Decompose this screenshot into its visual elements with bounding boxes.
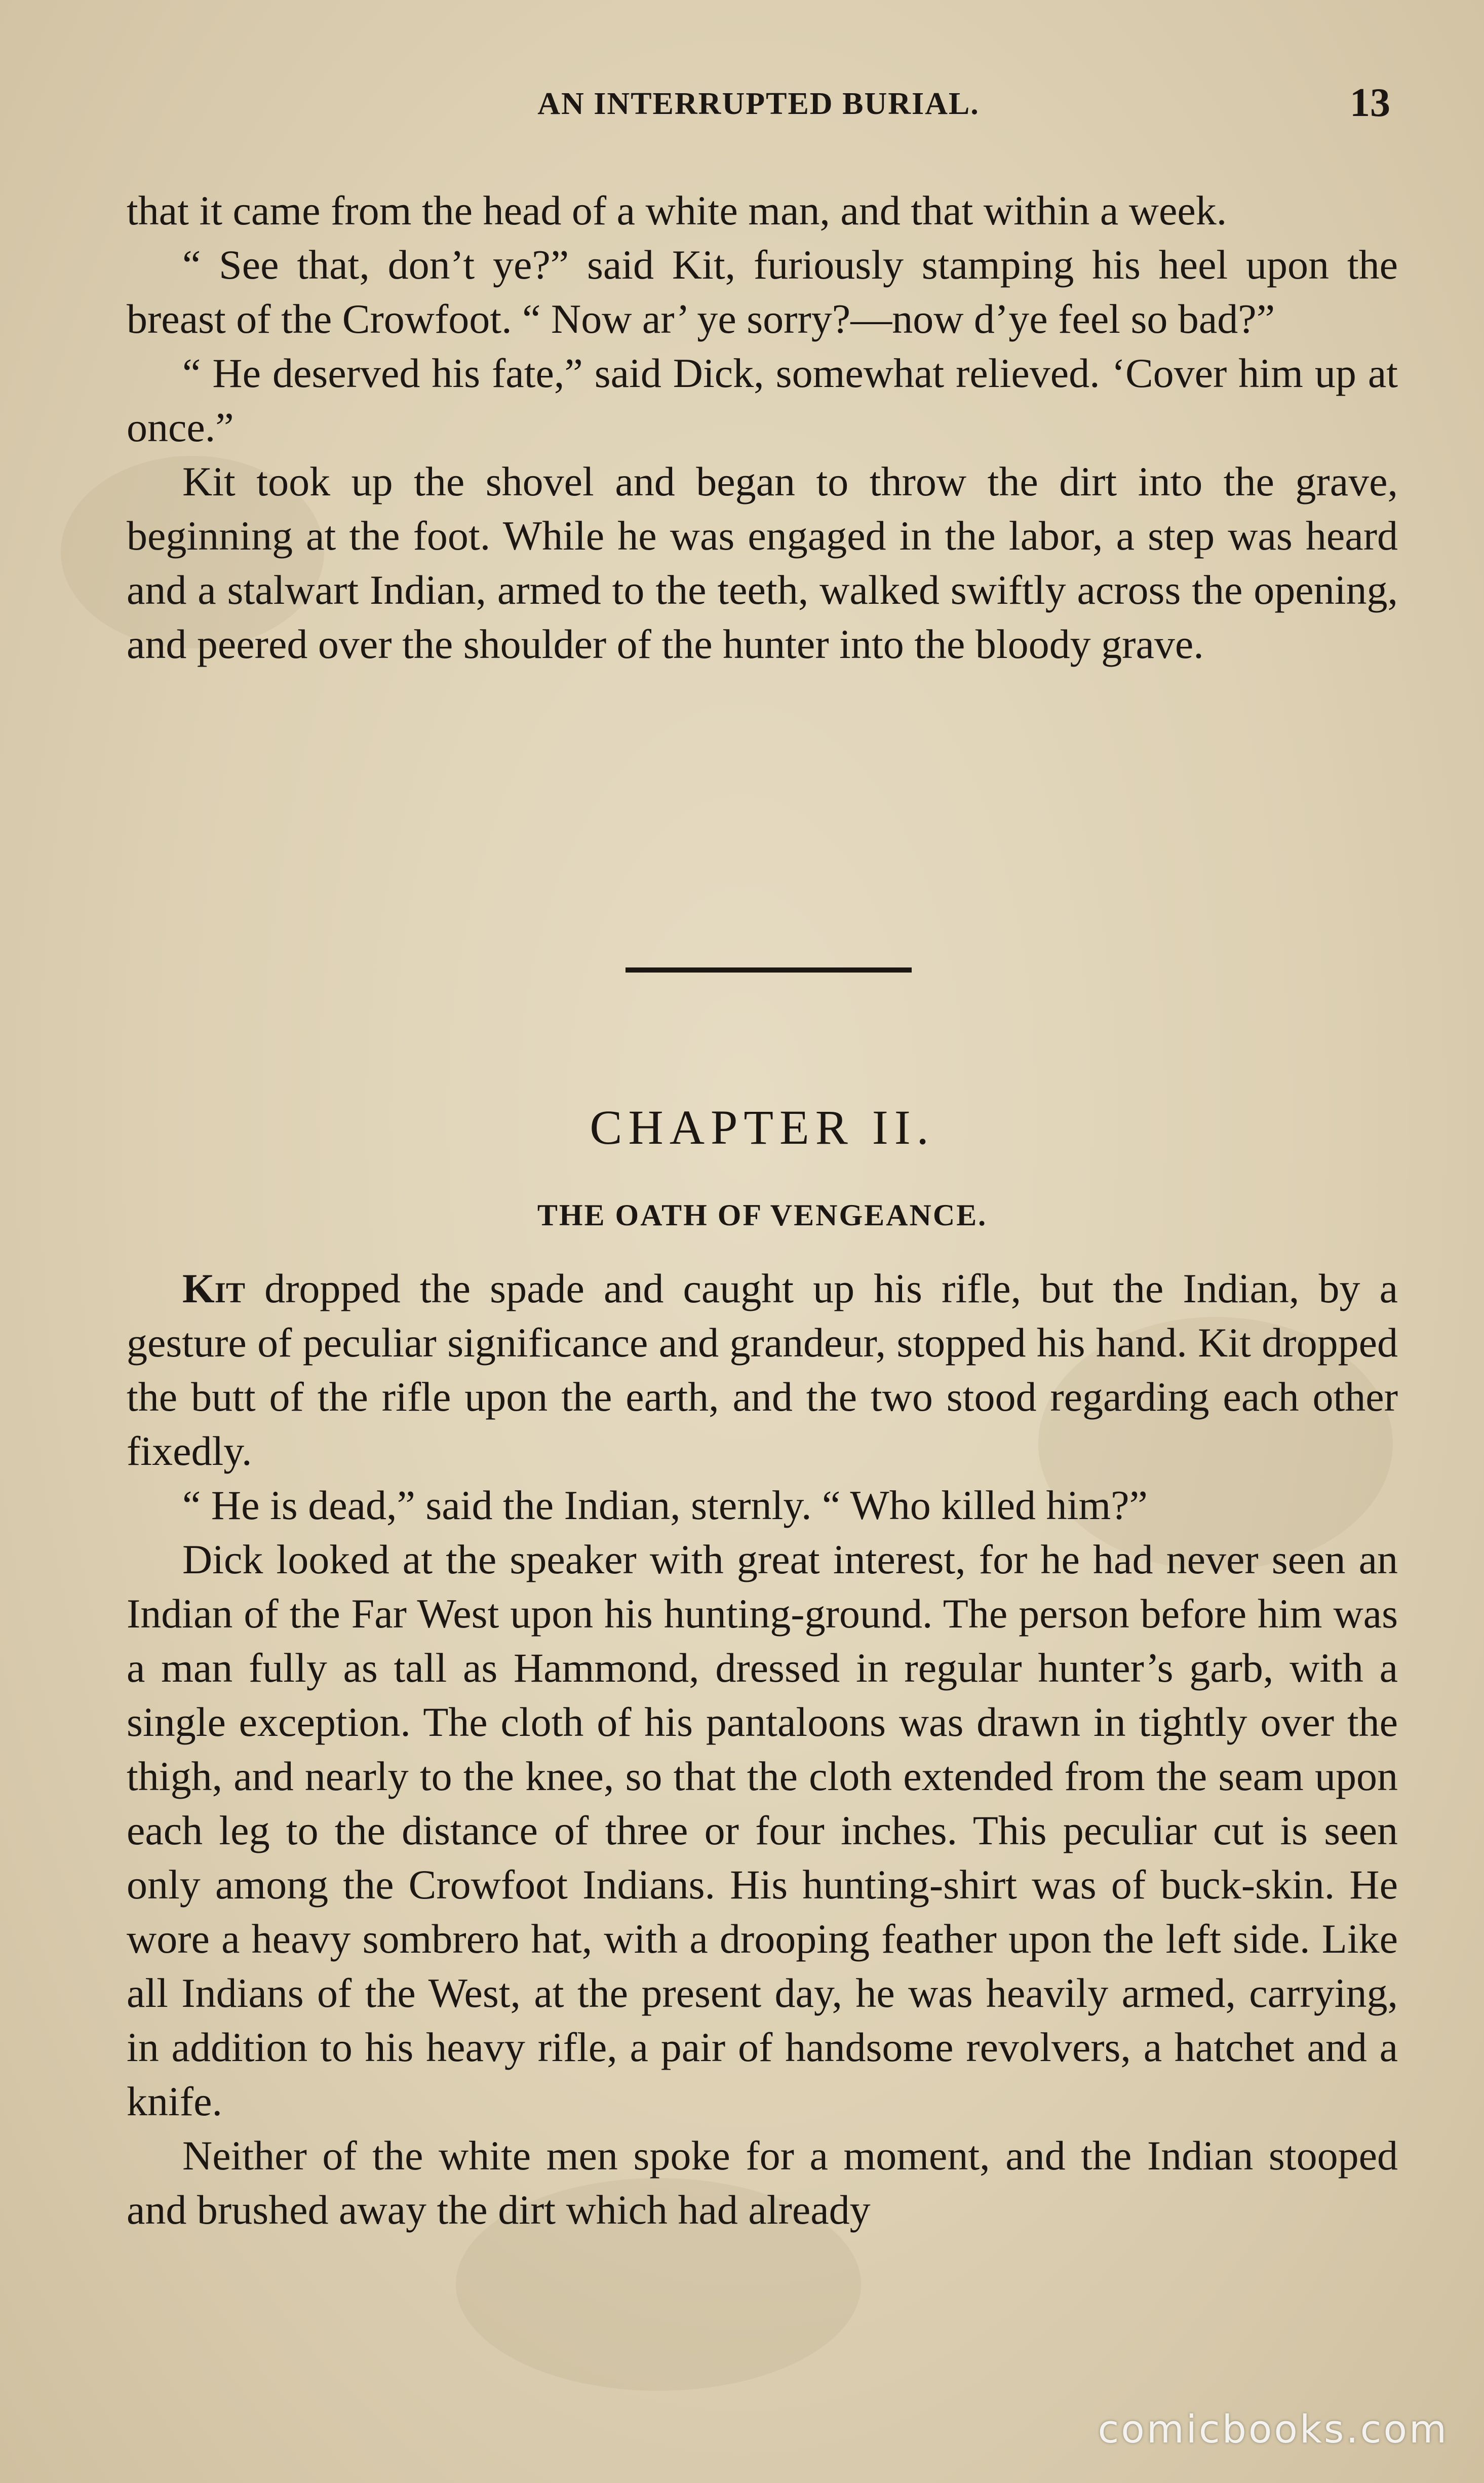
section-divider	[626, 967, 912, 973]
paragraph: “ He is dead,” said the Indian, sternly. “ Who killed him?”	[182, 1482, 1148, 1528]
paragraph: Kit took up the shovel and began to throw the dirt into the grave, beginning at the foot. While he was engaged in the labor, a step was heard and a stalwart Indian, armed to the teeth, walked swiftly across the opening, and peered over the shoulder of the hunter into the bloody grave.	[127, 458, 1398, 667]
paragraph: “ See that, don’t ye?” said Kit, furiously stamping his heel upon the breast of the Crowfoot. “ Now ar’ ye sorry?—now d’ye feel so bad?”	[127, 242, 1398, 342]
page-number: 13	[1350, 81, 1390, 125]
paragraph: “ He deserved his fate,” said Dick, somewhat relieved. ‘Cover him up at once.”	[127, 350, 1398, 450]
chapter-subtitle: THE OATH OF VENGEANCE.	[537, 1198, 988, 1232]
paragraph: Neither of the white men spoke for a moment, and the Indian stooped and brushed away the dirt which had already	[127, 2132, 1398, 2233]
chapter-title: CHAPTER II.	[590, 1100, 935, 1154]
running-header	[127, 76, 1390, 132]
running-title: AN INTERRUPTED BURIAL.	[537, 87, 980, 121]
drop-word: Kit	[182, 1265, 245, 1311]
paragraph: that it came from the head of a white man, and that within a week.	[127, 187, 1227, 234]
site-watermark: comicbooks.com	[1098, 2407, 1449, 2452]
chapter-two-text	[127, 1261, 1398, 2237]
chapter-one-ending	[127, 183, 1398, 671]
paragraph	[127, 1261, 1398, 1478]
paragraph-text: dropped the spade and caught up his rifle, but the Indian, by a gesture of peculiar significance and grandeur, stopped his hand. Kit dropped the butt of the rifle upon the earth, and the two stood regarding each other fixedly.	[127, 1265, 1398, 1474]
paragraph: Dick looked at the speaker with great interest, for he had never seen an Indian of the Far West upon his hunting-ground. The person before him was a man fully as tall as Hammond, dressed in regular hunter’s garb, with a single exception. The cloth of his pantaloons was drawn in tightly over the thigh, and nearly to the knee, so that the cloth extended from the seam upon each leg to the distance of three or four inches. This peculiar cut is seen only among the Crowfoot Indians. His hunting-shirt was of buck-skin. He wore a heavy sombrero hat, with a drooping feather upon the left side. Like all Indians of the West, at the present day, he was heavily armed, carrying, in addition to his heavy rifle, a pair of handsome revolvers, a hatchet and a knife.	[127, 1536, 1398, 2124]
